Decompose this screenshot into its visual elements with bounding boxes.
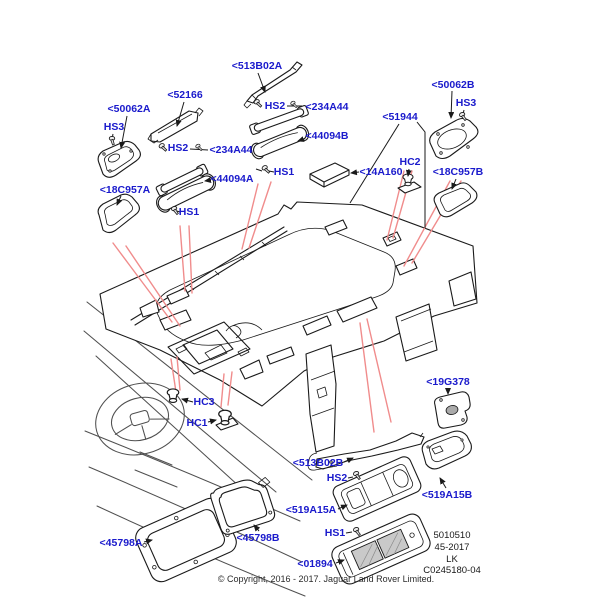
part-label-19g378[interactable]: <19G378 xyxy=(426,376,470,388)
part-label-hs1-upper[interactable]: HS1 xyxy=(273,166,295,178)
part-14A160-drawing xyxy=(310,163,349,187)
part-label-hs2-lower[interactable]: HS2 xyxy=(326,472,348,484)
part-label-hc3[interactable]: HC3 xyxy=(193,396,215,408)
copyright-notice: © Copyright, 2016 - 2017. Jaguar Land Rover Limited. xyxy=(217,574,435,584)
part-label-234a44-upper[interactable]: <234A44 xyxy=(305,101,349,113)
part-label-45798a[interactable]: <45798A xyxy=(99,537,143,549)
part-label-hs1-lower[interactable]: HS1 xyxy=(324,527,346,539)
part-label-hs3-left[interactable]: HS3 xyxy=(103,121,125,133)
part-18C957B-drawing xyxy=(434,183,477,217)
part-label-52166[interactable]: <52166 xyxy=(167,89,203,101)
drawing-market-code: LK xyxy=(446,553,458,565)
part-label-45798b[interactable]: <45798B xyxy=(236,532,280,544)
part-label-44094a[interactable]: <44094A xyxy=(210,173,254,185)
part-45798B-bezel-drawing xyxy=(209,473,282,537)
part-label-hc2[interactable]: HC2 xyxy=(399,156,421,168)
part-19G378-drawing xyxy=(435,392,471,428)
part-label-519a15a[interactable]: <519A15A xyxy=(285,504,337,516)
part-label-hs2-upper[interactable]: HS2 xyxy=(264,100,286,112)
part-label-hs3-right[interactable]: HS3 xyxy=(455,97,477,109)
part-52166-drawing xyxy=(148,108,203,143)
drawing-reference: C0245180-04 xyxy=(423,565,481,577)
part-label-18c957a[interactable]: <18C957A xyxy=(99,184,151,196)
part-HC1-clip-drawing xyxy=(216,410,238,430)
part-HC3-clip-drawing xyxy=(167,389,179,402)
part-label-513b02a[interactable]: <513B02A xyxy=(231,60,283,72)
part-519A15B-drawing xyxy=(422,431,471,469)
part-50062B-drawing xyxy=(430,119,478,159)
part-label-hs2-left[interactable]: HS2 xyxy=(167,142,189,154)
part-label-hc1[interactable]: HC1 xyxy=(186,417,208,429)
part-label-234a44-left[interactable]: <234A44 xyxy=(209,144,253,156)
part-label-44094b[interactable]: <44094B xyxy=(305,130,349,142)
part-label-513b02b[interactable]: <513B02B xyxy=(292,457,344,469)
steering-wheel-sketch xyxy=(87,373,193,465)
part-51944-headliner-drawing xyxy=(100,202,477,452)
part-519A15A-drawing xyxy=(331,455,423,524)
part-label-519a15b[interactable]: <519A15B xyxy=(421,489,473,501)
part-label-14a160[interactable]: <14A160 xyxy=(359,166,403,178)
drawing-info-block xyxy=(423,530,481,577)
drawing-number: 5010510 xyxy=(433,530,471,541)
part-label-50062b[interactable]: <50062B xyxy=(431,79,475,91)
drawing-week-year: 45-2017 xyxy=(434,541,470,553)
part-label-18c957b[interactable]: <18C957B xyxy=(432,166,484,178)
part-label-50062a[interactable]: <50062A xyxy=(107,103,151,115)
part-label-01894[interactable]: <01894 xyxy=(297,558,333,570)
part-50062A-drawing xyxy=(98,141,140,177)
b-pillar-trim-drawing xyxy=(306,345,336,452)
part-label-hs1-left[interactable]: HS1 xyxy=(178,206,200,218)
part-label-51944[interactable]: <51944 xyxy=(382,111,418,123)
